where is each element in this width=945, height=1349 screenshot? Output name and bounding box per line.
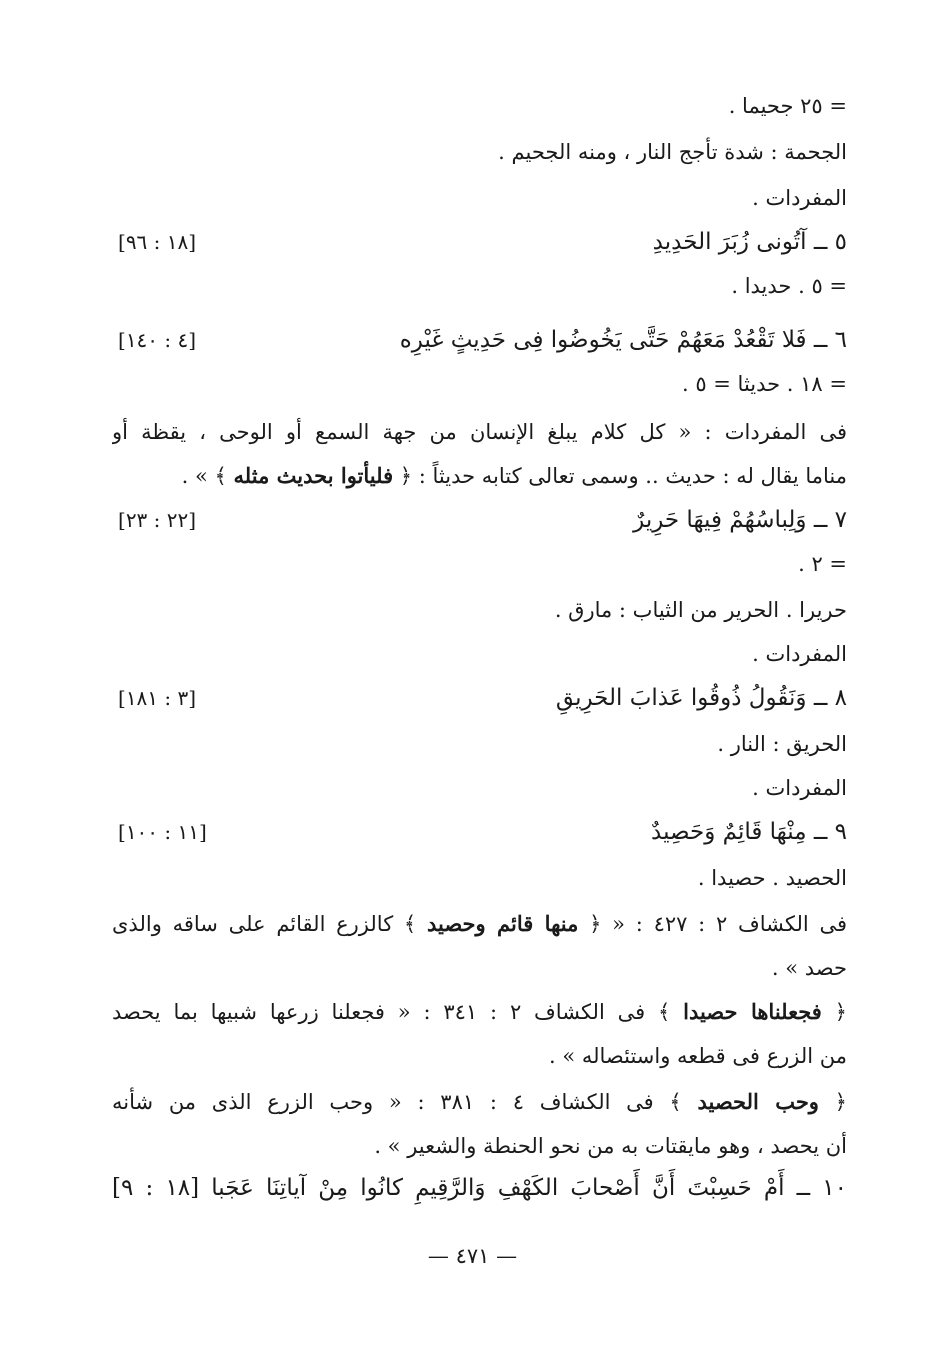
verse-line: ٦ ــ فَلا تَقْعُدْ مَعَهُمْ حَتَّى يَخُوضُوا فِى حَدِيثٍ غَيْرِه: [399, 327, 847, 353]
text-line: المفردات .: [752, 186, 847, 210]
text-line: [112, 902, 847, 946]
text-line: = ٢ .: [798, 552, 847, 576]
text-line: [112, 990, 847, 1034]
text-line: من الزرع فى قطعه واستئصاله » .: [548, 1044, 847, 1068]
text-line: المفردات .: [752, 776, 847, 800]
text-line: حصد » .: [771, 956, 847, 980]
text-segment: ﴾ كالزرع القائم على ساقه والذى: [112, 912, 417, 936]
text-line: = ٢٥ جحيما .: [728, 94, 847, 118]
quran-quote: منها قائم وحصيد: [426, 911, 579, 936]
text-segment: ﴾ » .: [181, 464, 227, 488]
page-number: — ٤٧١ —: [427, 1244, 518, 1268]
text-segment: ﴾ فى الكشاف ٤ : ٣٨١ : « وحب الزرع الذى من شأنه: [112, 1090, 682, 1114]
quran-quote: وحب الحصيد: [697, 1089, 819, 1114]
verse-reference: [٢٢ : ٢٣]: [118, 508, 197, 532]
text-line: أن يحصد ، وهو مايقتات به من نحو الحنطة والشعير » .: [374, 1134, 847, 1158]
quran-quote: فجعلناها حصيدا: [683, 999, 822, 1024]
text-segment: مناما يقال له : حديث .. وسمى تعالى كتابه حديثاً : ﴿: [399, 464, 847, 488]
text-line: = ١٨ . حديثا = ٥ .: [681, 372, 847, 396]
verse-reference: [١١ : ١٠٠]: [118, 820, 207, 844]
quran-quote: فليأتوا بحديث مثله: [233, 463, 394, 488]
text-line: = ٥ . حديدا .: [731, 274, 847, 298]
text-line: [112, 1080, 847, 1124]
text-segment: ﴿: [834, 1000, 847, 1024]
text-line: حريرا . الحرير من الثياب : مارق .: [554, 598, 847, 622]
text-line: الجحمة : شدة تأجج النار ، ومنه الجحيم .: [498, 140, 847, 164]
verse-line: ٥ ــ آتُونى زُبَرَ الحَدِيدِ: [652, 229, 847, 255]
verse-line: ٨ ــ وَنَقُولُ ذُوقُوا عَذابَ الحَرِيقِ: [555, 685, 847, 711]
text-segment: فى الكشاف ٢ : ٤٢٧ : « ﴿: [589, 912, 847, 936]
text-segment: ﴾ فى الكشاف ٢ : ٣٤١ : « فجعلنا زرعها شبيها بما يحصد: [112, 1000, 671, 1024]
text-line: الحصيد . حصيدا .: [697, 866, 847, 890]
verse-reference: [٣ : ١٨١]: [118, 686, 197, 710]
text-segment: ﴿: [834, 1090, 847, 1114]
text-line: [112, 454, 847, 498]
verse-reference: [١٨ : ٩٦]: [118, 230, 197, 254]
verse-reference: [٤ : ١٤٠]: [118, 328, 197, 352]
verse-line: ١٠ ــ أَمْ حَسِبْتَ أَنَّ أَصْحابَ الكَهْفِ وَالرَّقِيمِ كانُوا مِنْ آياتِنَا عَجَبا [١٨ : ٩]: [112, 1175, 847, 1201]
verse-line: ٧ ــ وَلِباسُهُمْ فِيهَا حَرِيرٌ: [633, 507, 847, 533]
text-line: المفردات .: [752, 642, 847, 666]
verse-line: ٩ ــ مِنْهَا قَائِمٌ وَحَصِيدٌ: [651, 819, 847, 845]
text-line: فى المفردات : « كل كلام يبلغ الإنسان من جهة السمع أو الوحى ، يقظة أو: [112, 420, 847, 444]
text-line: الحريق : النار .: [717, 732, 847, 756]
